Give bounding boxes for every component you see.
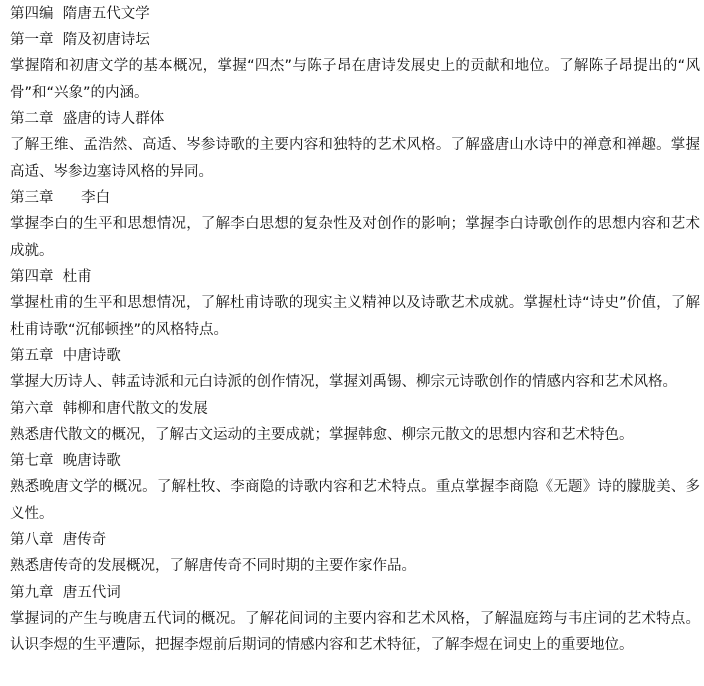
- chapter-8-description: 熟悉唐传奇的发展概况，了解唐传奇不同时期的主要作家作品。: [10, 558, 416, 574]
- chapter-3-section: [10, 185, 700, 264]
- chapter-6-title: 第六章 韩柳和唐代散文的发展: [10, 400, 208, 417]
- chapter-8-section: [10, 527, 700, 580]
- chapter-9-section: [10, 580, 700, 659]
- syllabus-document: [10, 0, 700, 659]
- chapter-4-title: 第四章 杜甫: [10, 269, 92, 285]
- chapter-3-title: 第三章 李白: [10, 190, 111, 206]
- chapter-8-title: 第八章 唐传奇: [10, 532, 107, 548]
- chapter-5-section: [10, 343, 700, 396]
- chapter-2-section: [10, 106, 700, 185]
- chapter-1-description: 掌握隋和初唐文学的基本概况，掌握“四杰”与陈子昂在唐诗发展史上的贡献和地位。了解陈子昂提出的“风骨”和“兴象”的内涵。: [10, 58, 700, 101]
- chapter-2-description: 了解王维、孟浩然、高适、岑参诗歌的主要内容和独特的艺术风格。了解盛唐山水诗中的禅意和禅趣。掌握高适、岑参边塞诗风格的异同。: [10, 137, 700, 180]
- chapter-7-description: 熟悉晚唐文学的概况。了解杜牧、李商隐的诗歌内容和艺术特点。重点掌握李商隐《无题》诗的朦胧美、多义性。: [10, 479, 700, 522]
- chapter-1-title: 第一章 隋及初唐诗坛: [10, 32, 150, 48]
- chapter-6-section: [10, 396, 700, 449]
- chapter-5-title: 第五章 中唐诗歌: [10, 348, 121, 364]
- chapter-9-description: 掌握词的产生与晚唐五代词的概况。了解花间词的主要内容和艺术风格，了解温庭筠与韦庄词的艺术特点。认识李煜的生平遭际，把握李煜前后期词的情感内容和艺术特征，了解李煜在词史上的重要地位。: [10, 610, 700, 653]
- chapter-9-title: 第九章 唐五代词: [10, 584, 121, 601]
- chapter-6-description: 熟悉唐代散文的概况，了解古文运动的主要成就；掌握韩愈、柳宗元散文的思想内容和艺术特色。: [10, 426, 634, 443]
- chapter-1-section: [10, 27, 700, 106]
- chapter-4-section: [10, 264, 700, 343]
- chapter-2-title: 第二章 盛唐的诗人群体: [10, 111, 165, 127]
- chapter-5-description: 掌握大历诗人、韩孟诗派和元白诗派的创作情况，掌握刘禹锡、柳宗元诗歌创作的情感内容和艺术风格。: [10, 374, 677, 390]
- part-title: 第四编 隋唐五代文学: [10, 6, 150, 22]
- chapter-7-title: 第七章 晚唐诗歌: [10, 453, 121, 469]
- chapter-7-section: [10, 448, 700, 527]
- chapter-3-description: 掌握李白的生平和思想情况，了解李白思想的复杂性及对创作的影响；掌握李白诗歌创作的思想内容和艺术成就。: [10, 216, 700, 259]
- chapter-4-description: 掌握杜甫的生平和思想情况，了解杜甫诗歌的现实主义精神以及诗歌艺术成就。掌握杜诗“诗史”价值，了解杜甫诗歌“沉郁顿挫”的风格特点。: [10, 295, 700, 338]
